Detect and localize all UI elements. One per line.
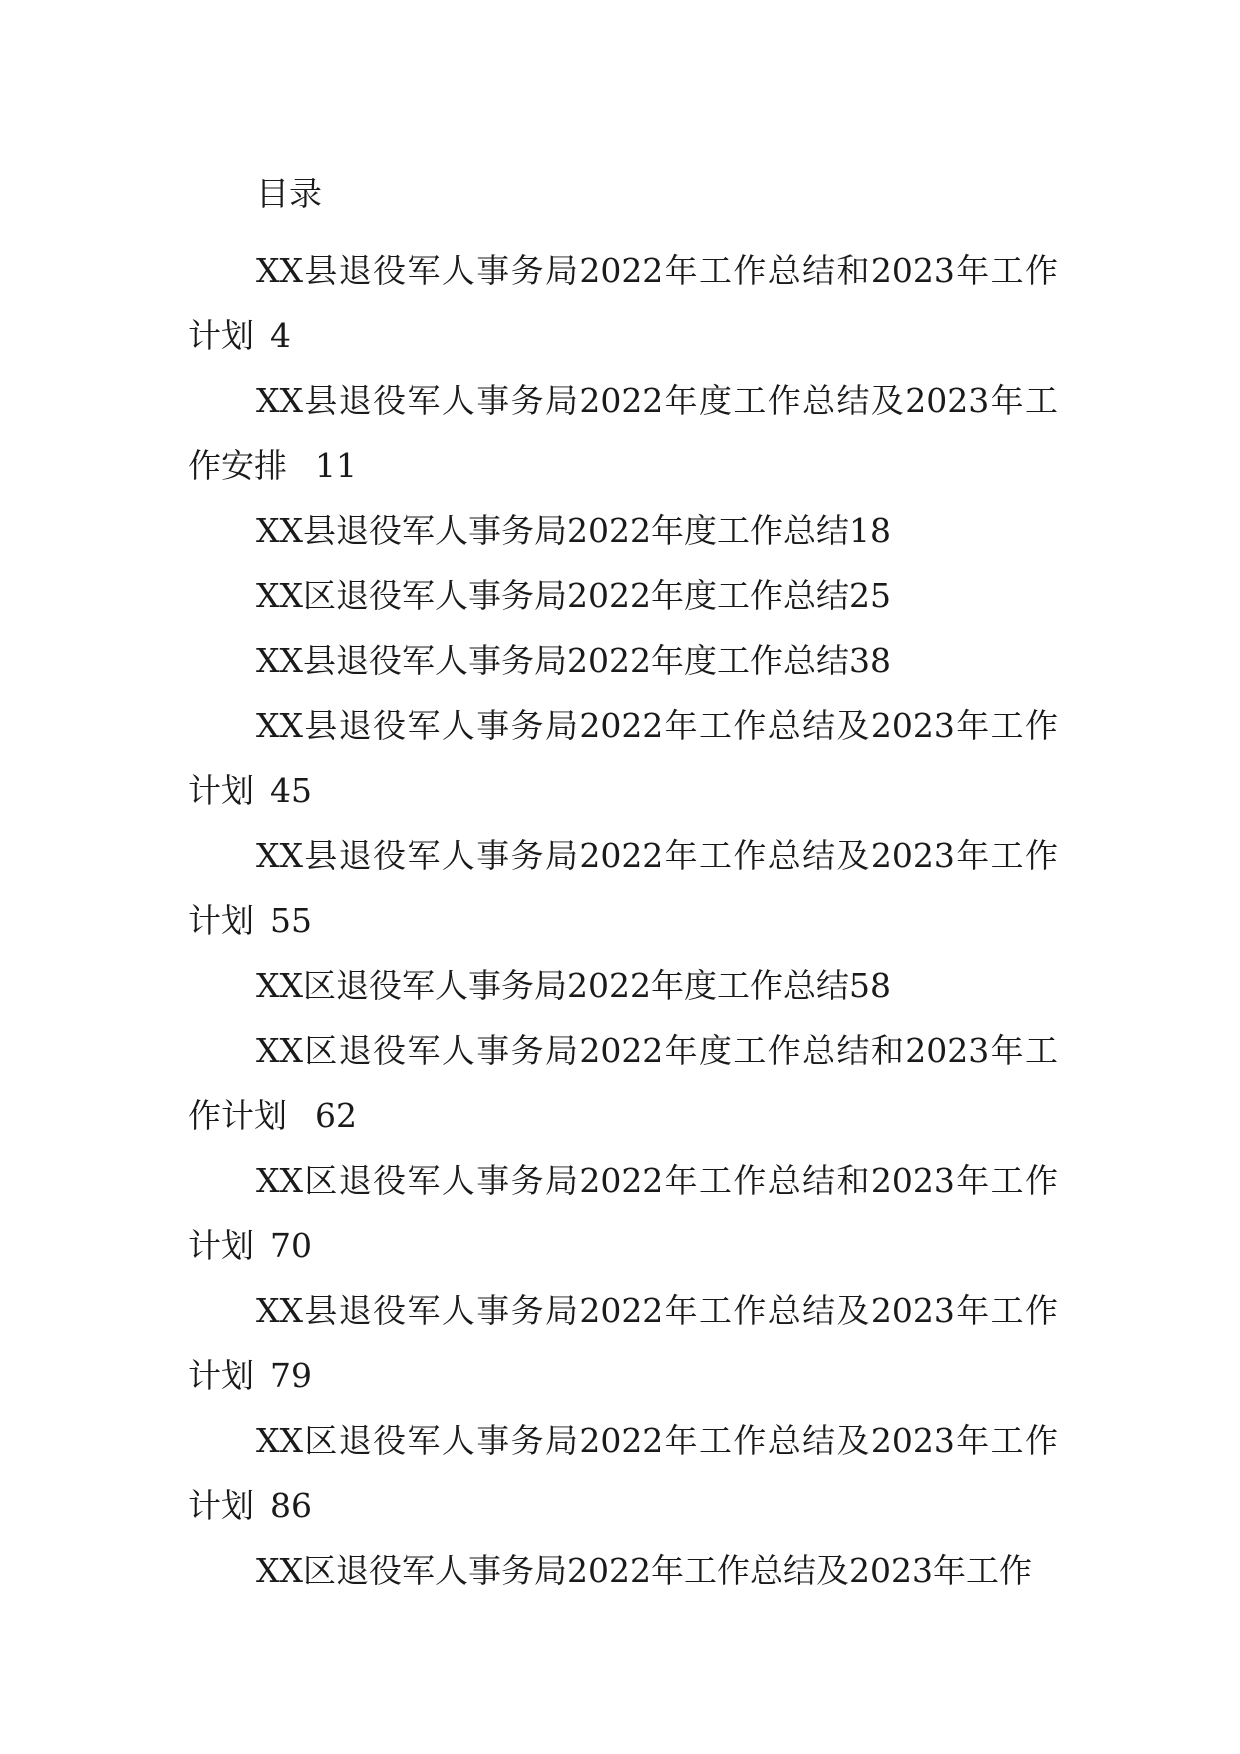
toc-entry-text: XX区退役军人事务局2022年工作总结及2023年工作 [256, 1551, 1032, 1590]
toc-entry-page: 62 [315, 1096, 357, 1135]
toc-entry-page: 25 [848, 576, 891, 615]
toc-entry-text: XX区退役军人事务局2022年工作总结和2023年工作计划 [188, 1161, 1058, 1265]
toc-entry-text: XX县退役军人事务局2022年度工作总结及2023年工作安排 [188, 381, 1058, 485]
toc-entry[interactable] [188, 1018, 1058, 1148]
toc-entry[interactable] [188, 693, 1058, 823]
toc-entry-text: XX县退役军人事务局2022年工作总结和2023年工作计划 [188, 251, 1058, 355]
toc-title: 目录 [256, 174, 322, 213]
toc-entry[interactable] [188, 823, 1058, 953]
toc-entry-text: XX县退役军人事务局2022年工作总结及2023年工作计划 [188, 836, 1058, 940]
toc-entry[interactable] [188, 1408, 1058, 1538]
toc-entry-page: 11 [315, 446, 357, 485]
toc-entry[interactable] [188, 498, 1058, 563]
toc-entry[interactable] [188, 238, 1058, 368]
toc-entry-text: XX县退役军人事务局2022年工作总结及2023年工作计划 [188, 706, 1058, 810]
toc-entry[interactable] [188, 628, 1058, 693]
toc-entry-text: XX区退役军人事务局2022年度工作总结 [256, 966, 849, 1005]
toc-entry-page: 58 [848, 966, 891, 1005]
toc-entry[interactable] [188, 563, 1058, 628]
toc-entry-page: 38 [848, 641, 891, 680]
toc-entry-page: 79 [270, 1356, 312, 1395]
toc-entry-text: XX县退役军人事务局2022年度工作总结 [256, 511, 849, 550]
toc-entry-text: XX县退役军人事务局2022年度工作总结 [256, 641, 849, 680]
toc-entry-text: XX区退役军人事务局2022年工作总结及2023年工作计划 [188, 1421, 1058, 1525]
toc-entry[interactable] [188, 1538, 1058, 1603]
toc-entry-page: 70 [270, 1226, 312, 1265]
toc-entry[interactable] [188, 1148, 1058, 1278]
toc-entry-page: 18 [848, 511, 891, 550]
toc-entry-text: XX区退役军人事务局2022年度工作总结 [256, 576, 849, 615]
toc-entry[interactable] [188, 1278, 1058, 1408]
toc-entry[interactable] [188, 953, 1058, 1018]
toc-list [188, 238, 1058, 1603]
toc-entry-text: XX区退役军人事务局2022年度工作总结和2023年工作计划 [188, 1031, 1058, 1135]
toc-entry-page: 45 [270, 771, 312, 810]
toc-entry-page: 86 [270, 1486, 312, 1525]
toc-entry[interactable] [188, 368, 1058, 498]
toc-entry-page: 55 [270, 901, 312, 940]
toc-entry-text: XX县退役军人事务局2022年工作总结及2023年工作计划 [188, 1291, 1058, 1395]
toc-entry-page: 4 [270, 316, 291, 355]
